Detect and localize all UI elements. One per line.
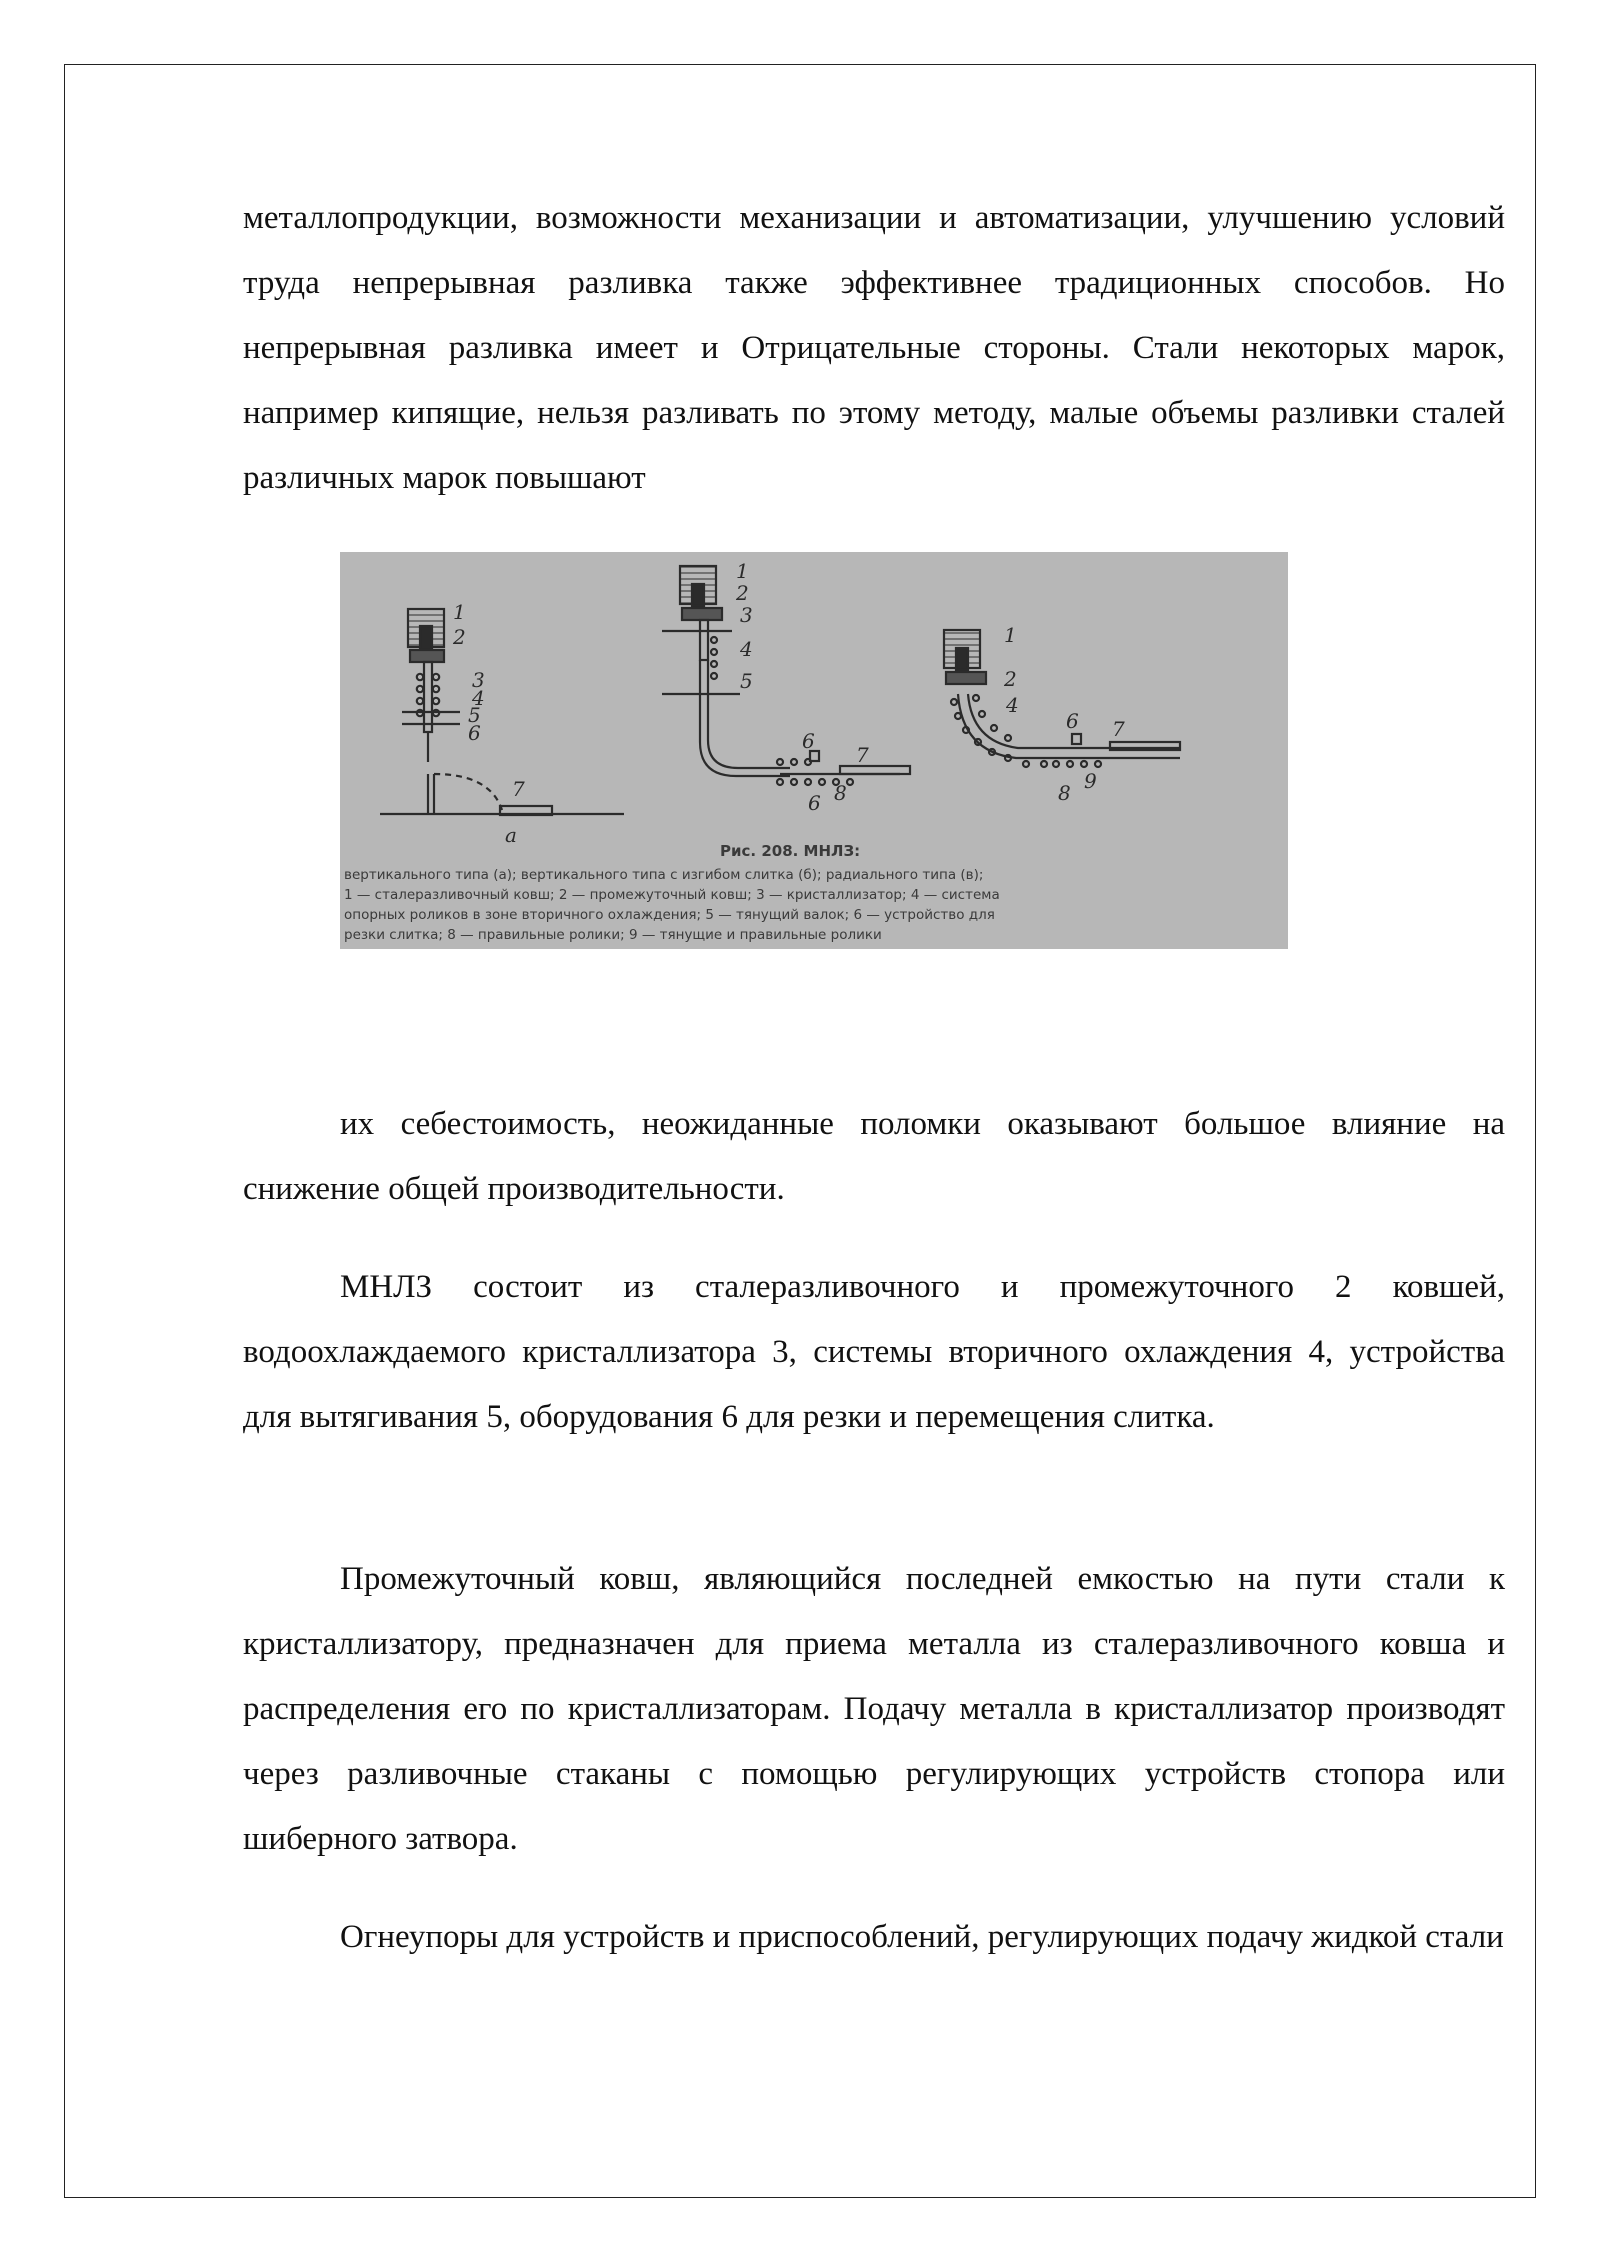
paragraph-1: металлопродукции, возможности механизации и автоматизации, улучшению условий труда непрерывная разливка также эффективнее традиционных способов. Но непрерывная разливка имеет и Отрицательные стороны. Стали некоторых марок, например кипящие, нельзя разливать по этому методу, малые объемы разливки сталей различных марок повышают — [243, 200, 1505, 496]
figure-caption-line-3: опорных роликов в зоне вторичного охлаждения; 5 — тянущий валок; 6 — устройство для — [344, 907, 995, 923]
paragraph-4: Промежуточный ковш, являющийся последней емкостью на пути стали к кристаллизатору, предназначен для приема металла из сталеразливочного ковша и распределения его по кристаллизаторам. Подачу металла в кристаллизатор производят через разливочные стаканы с помощью регулирующих устройств стопора или шиберного затвора. — [243, 1561, 1505, 1857]
label-a-letter: а — [505, 823, 517, 847]
figure-caption-line-1: вертикального типа (а); вертикального типа с изгибом слитка (б); радиального типа (в); — [344, 867, 984, 883]
figure-mnlz-diagram — [340, 552, 1288, 949]
label-c-4: 4 — [1006, 693, 1019, 717]
diagram-a — [380, 609, 624, 815]
rollers-b — [711, 637, 717, 679]
label-a-6: 6 — [468, 721, 481, 745]
tundish-b — [682, 608, 722, 620]
figure-caption-line-2: 1 — сталеразливочный ковш; 2 — промежуточный ковш; 3 — кристаллизатор; 4 — система — [344, 887, 1000, 903]
label-a-1: 1 — [453, 600, 466, 624]
label-a-3: 3 — [472, 668, 485, 692]
label-a-5: 5 — [468, 703, 481, 727]
label-a-4: 4 — [472, 686, 485, 710]
figure-caption-title: Рис. 208. МНЛЗ: — [720, 842, 861, 860]
label-c-9: 9 — [1084, 769, 1097, 793]
stopper-a — [420, 626, 432, 650]
label-b-3: 3 — [740, 603, 753, 627]
label-b-6b: 6 — [808, 791, 821, 815]
mould-a — [424, 662, 432, 732]
label-b-6: 6 — [802, 729, 815, 753]
diagram-c — [944, 630, 1180, 767]
rollers-a — [417, 674, 439, 716]
label-a-2: 2 — [453, 625, 466, 649]
figure-drawing — [340, 552, 1288, 949]
tundish-c — [946, 672, 986, 684]
label-c-7: 7 — [1112, 717, 1125, 741]
figure-caption-line-4: резки слитка; 8 — правильные ролики; 9 — тянущие и правильные ролики — [344, 927, 882, 943]
label-c-6: 6 — [1066, 709, 1079, 733]
paragraph-2: их себестоимость, неожиданные поломки оказывают большое влияние на снижение общей производительности. — [243, 1106, 1505, 1207]
paragraph-3: МНЛЗ состоит из сталеразливочного и промежуточного 2 ковшей, водоохлаждаемого кристаллизатора 3, системы вторичного охлаждения 4, устройства для вытягивания 5, оборудования 6 для резки и перемещения слитка. — [243, 1269, 1505, 1435]
mould-b — [700, 620, 708, 660]
label-b-5: 5 — [740, 669, 753, 693]
label-b-4: 4 — [740, 637, 753, 661]
paragraph-5: Огнеупоры для устройств и приспособлений, регулирующих подачу жидкой стали — [340, 1919, 1504, 1955]
label-c-8: 8 — [1058, 781, 1071, 805]
label-b-8: 8 — [834, 781, 847, 805]
label-b-1: 1 — [736, 559, 749, 583]
diagram-b — [662, 566, 910, 785]
label-c-1: 1 — [1004, 623, 1017, 647]
label-c-2: 2 — [1004, 667, 1017, 691]
label-b-7: 7 — [856, 743, 869, 767]
label-a-7: 7 — [512, 777, 525, 801]
tundish-a — [410, 650, 444, 662]
label-b-2: 2 — [736, 581, 749, 605]
